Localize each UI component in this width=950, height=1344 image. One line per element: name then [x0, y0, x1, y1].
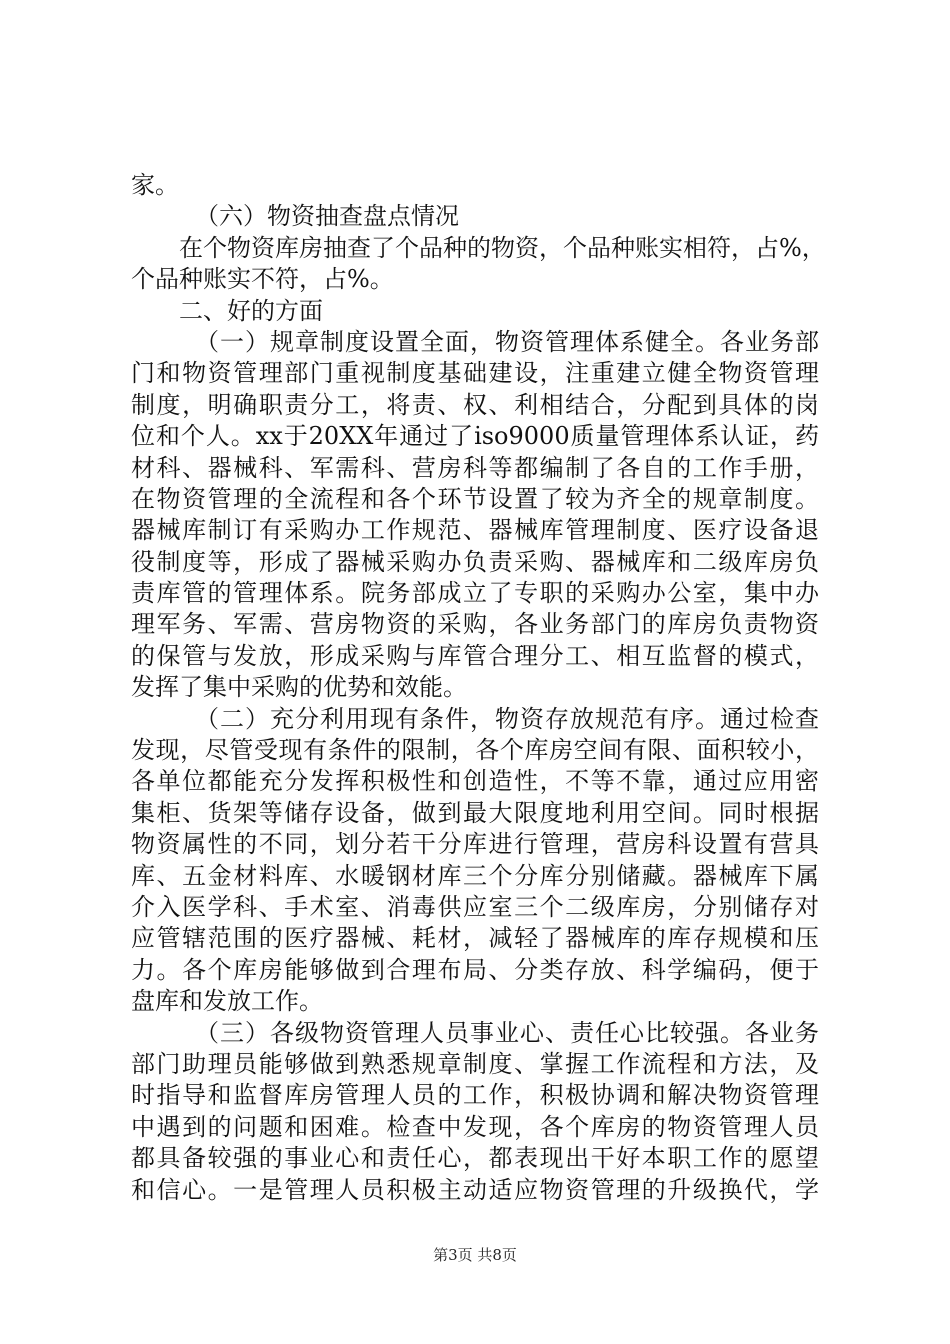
text-line: 责库管的管理体系。院务部成立了专职的采购办公室，集中办: [131, 579, 819, 608]
text-line: 器械库制订有采购办工作规范、器械库管理制度、医疗设备退: [131, 516, 819, 545]
text-line: 和信心。一是管理人员积极主动适应物资管理的升级换代，学: [131, 1175, 819, 1204]
text-line: 理军务、军需、营房物资的采购，各业务部门的库房负责物资: [131, 610, 819, 639]
text-line: （一）规章制度设置全面，物资管理体系健全。各业务部: [195, 327, 819, 356]
text-line: 介入医学科、手术室、消毒供应室三个二级库房，分别储存对: [131, 892, 819, 921]
text-line: 位和个人。xx于20XX年通过了iso9000质量管理体系认证，药: [131, 422, 819, 451]
text-line: 门和物资管理部门重视制度基础建设，注重建立健全物资管理: [131, 359, 819, 388]
text-line: 物资属性的不同，划分若干分库进行管理，营房科设置有营具: [131, 830, 819, 859]
text-line: 发现，尽管受现有条件的限制，各个库房空间有限、面积较小，: [131, 736, 819, 765]
text-line: 在物资管理的全流程和各个环节设置了较为齐全的规章制度。: [131, 484, 819, 513]
text-line: 中遇到的问题和困难。检查中发现，各个库房的物资管理人员: [131, 1112, 819, 1141]
document-body: [131, 170, 826, 1206]
text-line: 家。: [131, 171, 179, 199]
text-line: 都具备较强的事业心和责任心，都表现出干好本职工作的愿望: [131, 1144, 819, 1173]
text-line: 部门助理员能够做到熟悉规章制度、掌握工作流程和方法，及: [131, 1049, 819, 1078]
text-line: 集柜、货架等储存设备，做到最大限度地利用空间。同时根据: [131, 798, 819, 827]
section-heading: 二、好的方面: [179, 296, 323, 325]
text-line: 的保管与发放，形成采购与库管合理分工、相互监督的模式，: [131, 641, 819, 670]
text-line: 盘库和发放工作。: [131, 987, 323, 1016]
text-line: 库、五金材料库、水暖钢材库三个分库分别储藏。器械库下属: [131, 861, 819, 890]
text-line: （三）各级物资管理人员事业心、责任心比较强。各业务: [195, 1018, 819, 1047]
text-line: 发挥了集中采购的优势和效能。: [131, 673, 467, 702]
text-line: 力。各个库房能够做到合理布局、分类存放、科学编码，便于: [131, 955, 819, 984]
text-line: 应管辖范围的医疗器械、耗材，减轻了器械库的库存规模和压: [131, 924, 819, 953]
text-line: 时指导和监督库房管理人员的工作，积极协调和解决物资管理: [131, 1081, 819, 1110]
section-heading: （六）物资抽查盘点情况: [195, 202, 459, 231]
text-line: 制度，明确职责分工，将责、权、利相结合，分配到具体的岗: [131, 390, 819, 419]
text-line: 在个物资库房抽查了个品种的物资，个品种账实相符，占%，: [179, 233, 826, 262]
text-line: 各单位都能充分发挥积极性和创造性，不等不靠，通过应用密: [131, 767, 819, 796]
text-line: 役制度等，形成了器械采购办负责采购、器械库和二级库房负: [131, 547, 819, 576]
page-footer: 第3页 共8页: [433, 1246, 517, 1264]
text-line: 个品种账实不符，占%。: [131, 265, 394, 294]
text-line: （二）充分利用现有条件，物资存放规范有序。通过检查: [195, 704, 819, 733]
text-line: 材科、器械科、军需科、营房科等都编制了各自的工作手册，: [131, 453, 819, 482]
